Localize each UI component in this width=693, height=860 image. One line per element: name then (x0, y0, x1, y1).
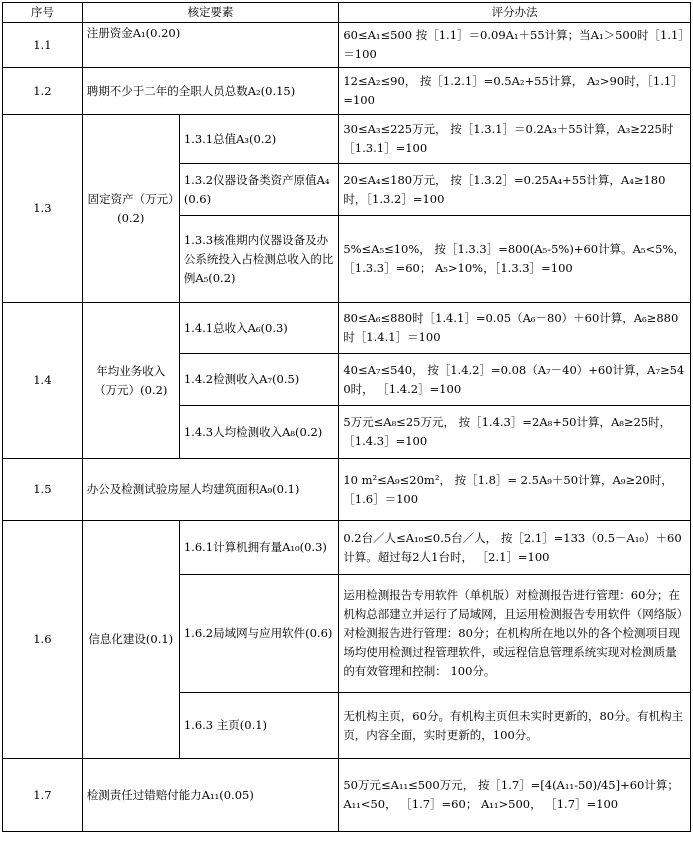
sub-element-cell: 1.3.3核准期内仪器设备及办公系统投入占检测总收入的比例A₅(0.2) (179, 216, 338, 303)
scoring-cell: 5%≤A₅≤10%， 按［1.3.3］=800(A₅-5%)+60计算。A₅<5%， ［1.3.3］=60； A₅>10%，［1.3.3］=100 (339, 216, 691, 303)
row-number: 1.5 (3, 459, 83, 521)
element-cell: 注册资金A₁(0.20) (82, 23, 339, 68)
row-number: 1.1 (3, 23, 83, 68)
header-row (3, 3, 691, 23)
header-num: 序号 (3, 3, 83, 23)
scoring-cell: 50万元≤A₁₁≤500万元， 按［1.7］=[4(A₁₁-50)/45]+60计算； A₁₁<50， ［1.7］=60； A₁₁>500， ［1.7］=100 (339, 759, 691, 832)
sub-element-cell: 1.4.3人均检测收入A₈(0.2) (179, 406, 338, 459)
row-number: 1.4 (3, 303, 83, 459)
row-number: 1.6 (3, 521, 83, 759)
header-element: 核定要素 (82, 3, 339, 23)
scoring-table (2, 2, 691, 832)
table-row (3, 459, 691, 521)
scoring-cell: 10 m²≤A₉≤20m²， 按［1.8］= 2.5A₉＋50计算，A₉≥20时， ［1.6］＝100 (339, 459, 691, 521)
scoring-cell: 20≤A₄≤180万元， 按［1.3.2］=0.25A₄+55计算，A₄≥180时，［1.3.2］=100 (339, 164, 691, 216)
sub-element-cell: 1.3.1总值A₃(0.2) (179, 115, 338, 164)
element-cell: 检测责任过错赔付能力A₁₁(0.05) (82, 759, 339, 832)
row-number: 1.7 (3, 759, 83, 832)
scoring-cell: 80≤A₆≤880时［1.4.1］=0.05（A₆－80）＋60计算，A₆≥880时［1.4.1］＝100 (339, 303, 691, 354)
header-scoring: 评分办法 (339, 3, 691, 23)
sub-element-cell: 1.3.2仪器设备类资产原值A₄(0.6) (179, 164, 338, 216)
table-row (3, 759, 691, 832)
category-cell: 信息化建设(0.1) (82, 521, 179, 759)
category-cell: 固定资产（万元）(0.2) (82, 115, 179, 303)
element-cell: 聘期不少于二年的全职人员总数A₂(0.15) (82, 68, 339, 115)
scoring-cell: 0.2台／人≤A₁₀≤0.5台／人， 按［2.1］=133（0.5－A₁₀）＋60计算。超过每2人1台时， ［2.1］=100 (339, 521, 691, 575)
scoring-cell: 无机构主页，60分。有机构主页但未实时更新的，80分。有机构主页，内容全面，实时更新的，100分。 (339, 693, 691, 759)
element-cell: 办公及检测试验房屋人均建筑面积A₉(0.1) (82, 459, 339, 521)
table-row (3, 23, 691, 68)
sub-element-cell: 1.6.3 主页(0.1) (179, 693, 338, 759)
scoring-cell: 5万元≤A₈≤25万元， 按［1.4.3］=2A₈+50计算，A₈≥25时， ［1.4.3］=100 (339, 406, 691, 459)
table-row (3, 115, 691, 164)
sub-element-cell: 1.6.2局域网与应用软件(0.6) (179, 575, 338, 693)
table-row (3, 521, 691, 575)
row-number: 1.3 (3, 115, 83, 303)
sub-element-cell: 1.4.2检测收入A₇(0.5) (179, 354, 338, 406)
category-cell: 年均业务收入（万元）(0.2) (82, 303, 179, 459)
sub-element-cell: 1.4.1总收入A₆(0.3) (179, 303, 338, 354)
sub-element-cell: 1.6.1计算机拥有量A₁₀(0.3) (179, 521, 338, 575)
scoring-cell: 12≤A₂≤90， 按［1.2.1］=0.5A₂+55计算， A₂>90时，［1.1］=100 (339, 68, 691, 115)
table-row (3, 303, 691, 354)
row-number: 1.2 (3, 68, 83, 115)
scoring-cell: 运用检测报告专用软件（单机版）对检测报告进行管理：60分；在机构总部建立并运行了局域网，且运用检测报告专用软件（网络版）对检测报告进行管理：80分；在机构所在地以外的各个检测项目现场均使用检测过程管理软件，或远程信息管理系统实现对检测质量的有效管理和控制： 100分。 (339, 575, 691, 693)
scoring-cell: 60≤A₁≤500 按［1.1］＝0.09A₁＋55计算；当A₁＞500时［1.1］＝100 (339, 23, 691, 68)
scoring-cell: 30≤A₃≤225万元， 按［1.3.1］＝0.2A₃＋55计算，A₃≥225时［1.3.1］=100 (339, 115, 691, 164)
table-row (3, 68, 691, 115)
scoring-cell: 40≤A₇≤540， 按［1.4.2］=0.08（A₇－40）+60计算，A₇≥540时， ［1.4.2］=100 (339, 354, 691, 406)
